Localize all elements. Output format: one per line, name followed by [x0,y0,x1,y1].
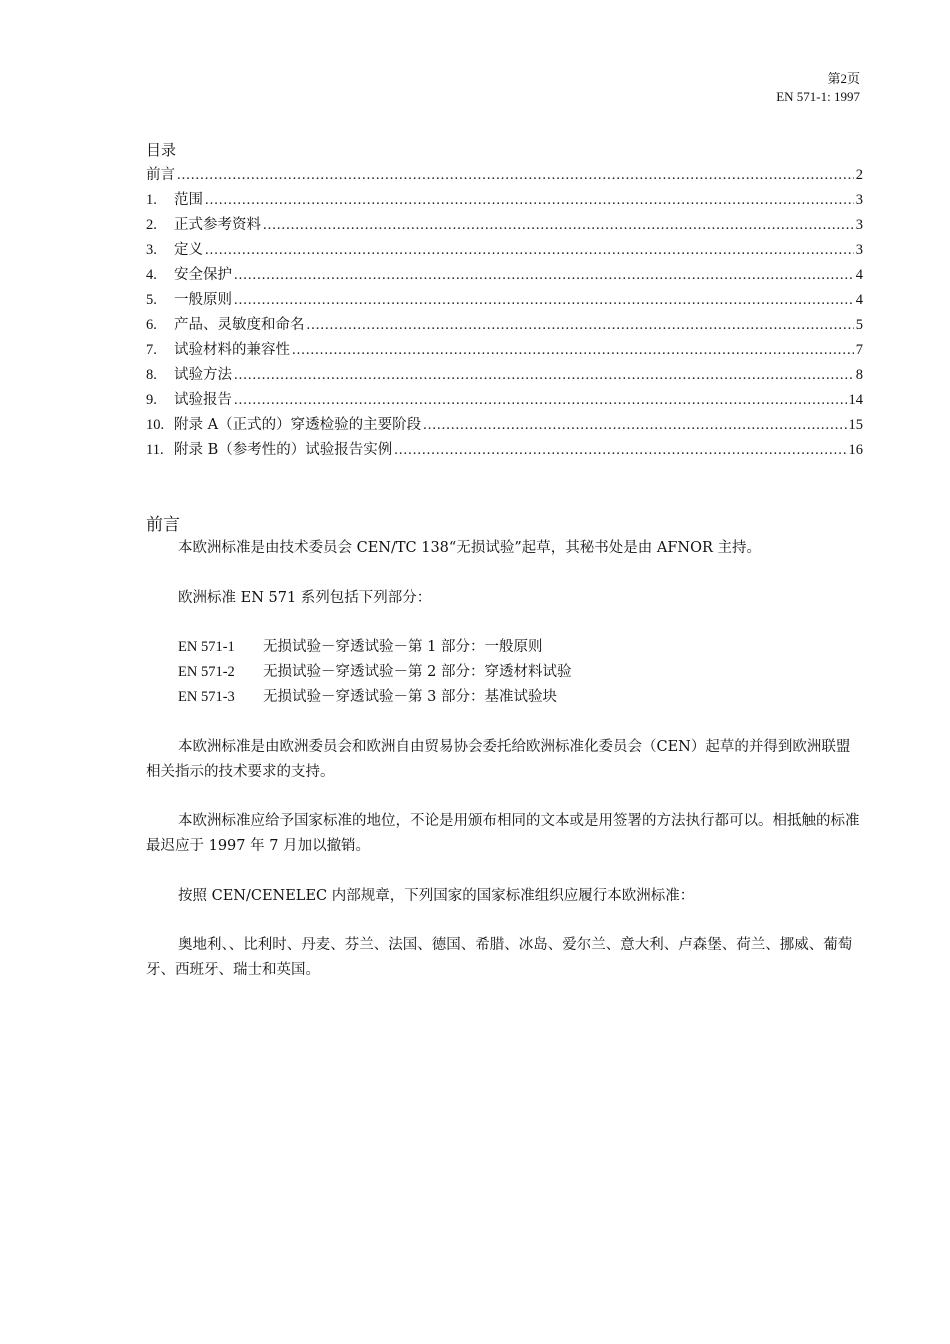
list-item [178,635,895,660]
toc-item-page: 14 [848,392,863,408]
toc-item-page: 5 [855,317,863,333]
toc-item-number: 6. [146,317,157,333]
foreword-paragraph [146,586,863,611]
toc-dot-leader [292,338,854,363]
status-paragraph: 本欧洲标准应给予国家标准的地位，不论是用颁布相同的文本或是用签署的方法执行都可以。相抵触的标准最迟应于 1997 年 7 月加以撤销。 [146,813,860,854]
toc-item[interactable] [146,238,863,263]
mandate-paragraph: 本欧洲标准是由欧洲委员会和欧洲自由贸易协会委托给欧洲标准化委员会（CEN）起草的并得到欧洲联盟相关指示的技术要求的支持。 [146,739,851,780]
toc-title: 目录 [146,141,177,159]
toc-item[interactable] [146,163,863,188]
toc-dot-leader [234,288,854,313]
toc-item-page: 4 [855,292,863,308]
toc-item-label: 试验材料的兼容性 [174,342,290,358]
toc-item-page: 3 [855,192,863,208]
toc-item-page: 16 [848,442,863,458]
part-title: 无损试验－穿透试验－第 2 部分：穿透材料试验 [263,664,572,680]
toc-dot-leader [307,313,854,338]
toc-dot-leader [234,388,847,413]
regulations-paragraph: 按照 CEN/CENELEC 内部规章，下列国家的国家标准组织应履行本欧洲标准： [178,888,695,904]
toc-item[interactable] [146,188,863,213]
toc-item-label: 安全保护 [174,267,232,283]
part-code: EN 571-3 [178,689,235,705]
foreword-paragraph [146,536,863,561]
toc-item-label: 一般原则 [174,292,232,308]
toc-item[interactable] [146,338,863,363]
list-item [178,685,895,710]
toc-item-page: 3 [855,242,863,258]
toc-item-label: 定义 [174,242,203,258]
toc-item[interactable] [146,213,863,238]
toc-item[interactable] [146,313,863,338]
toc-item-number: 8. [146,367,157,383]
toc-item-label: 试验方法 [174,367,232,383]
toc-item[interactable] [146,363,863,388]
part-title: 无损试验－穿透试验－第 1 部分：一般原则 [263,639,543,655]
table-of-contents [146,138,863,463]
toc-item-label: 正式参考资料 [174,217,261,233]
part-code: EN 571-1 [178,639,235,655]
toc-item-number: 10. [146,417,165,433]
toc-item-page: 15 [848,417,863,433]
foreword-paragraph [146,735,863,785]
countries-paragraph: 奥地利、、比利时、丹麦、芬兰、法国、德国、希腊、冰岛、爱尔兰、意大利、卢森堡、荷兰、挪威、葡萄牙、西班牙、瑞士和英国。 [146,937,853,978]
toc-dot-leader [234,263,854,288]
toc-item-number: 1. [146,192,157,208]
toc-item-number: 4. [146,267,157,283]
foreword-heading: 前言 [146,515,180,535]
toc-item[interactable] [146,388,863,413]
toc-item-label: 产品、灵敏度和命名 [174,317,305,333]
series-intro: 欧洲标准 EN 571 系列包括下列部分： [178,590,432,606]
toc-item-label: 附录 B（参考性的）试验报告实例 [174,442,393,458]
toc-item-number: 3. [146,242,157,258]
toc-item-number: 7. [146,342,157,358]
toc-item-number: 5. [146,292,157,308]
part-code: EN 571-2 [178,664,235,680]
toc-item[interactable] [146,288,863,313]
toc-item[interactable] [146,438,863,463]
parts-list [146,635,895,710]
toc-dot-leader [205,188,854,213]
toc-item-number: 2. [146,217,157,233]
toc-item[interactable] [146,413,863,438]
toc-dot-leader [394,438,846,463]
toc-item-page: 3 [855,217,863,233]
toc-item-number: 9. [146,392,157,408]
toc-dot-leader [205,238,854,263]
toc-dot-leader [234,363,854,388]
toc-item[interactable] [146,263,863,288]
toc-item-label: 前言 [146,167,175,183]
toc-dot-leader [177,163,854,188]
foreword-paragraph [146,884,863,909]
toc-item-label: 试验报告 [174,392,232,408]
page-number: 第2页 [827,71,860,86]
toc-dot-leader [423,413,846,438]
toc-item-page: 8 [855,367,863,383]
toc-item-page: 7 [855,342,863,358]
toc-item-label: 附录 A（正式的）穿透检验的主要阶段 [174,417,422,433]
foreword-intro: 本欧洲标准是由技术委员会 CEN/TC 138“无损试验”起草，其秘书处是由 AFNOR 主持。 [178,540,761,556]
foreword-paragraph [146,933,863,983]
toc-dot-leader [263,213,854,238]
page-header [776,70,860,106]
document-code: EN 571-1: 1997 [776,89,860,104]
part-title: 无损试验－穿透试验－第 3 部分：基准试验块 [263,689,557,705]
foreword-paragraph [146,809,863,859]
toc-item-number: 11. [146,442,164,458]
toc-item-page: 2 [855,167,863,183]
list-item [178,660,895,685]
toc-item-label: 范围 [174,192,203,208]
toc-item-page: 4 [855,267,863,283]
